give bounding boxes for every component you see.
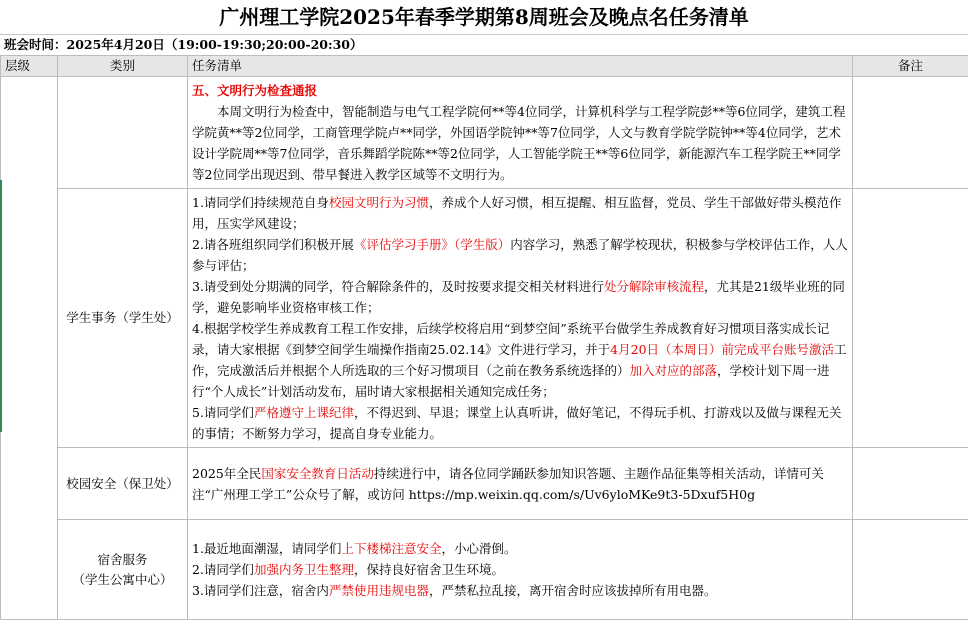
category-civility [58, 77, 188, 189]
header-level: 层级 [1, 56, 58, 77]
row-selection-marker [0, 180, 2, 432]
task-dormitory [188, 520, 853, 620]
student-affairs-item: 3.请受到处分期满的同学，符合解除条件的，及时按要求提交相关材料进行处分解除审核流程，尤其是21级毕业班的同学，避免影响毕业资格审核工作； [192, 276, 848, 318]
header-task: 任务清单 [188, 56, 853, 77]
student-affairs-item: 2.请各班组织同学们积极开展《评估学习手册》（学生版）内容学习，熟悉了解学校现状，积极参与学校评估工作，人人参与评估； [192, 234, 848, 276]
task-table [0, 55, 968, 620]
task-student-affairs [188, 189, 853, 448]
student-affairs-item: 4.根据学校学生养成教育工程工作安排，后续学校将启用“到梦空间”系统平台做学生养成教育好习惯项目落实成长记录，请大家根据《到梦空间学生端操作指南25.02.14》文件进行学习，并于4月20日（本周日）前完成平台账号激活工作，完成激活后并根据个人所选取的三个好习惯项目（之前在教务系统选择的）加入对应的部落，学校计划下周一进行“个人成长”计划活动发布，届时请大家根据相关通知完成任务； [192, 318, 848, 402]
student-affairs-item: 1.请同学们持续规范自身校园文明行为习惯，养成个人好习惯，相互提醒、相互监督，党员、学生干部做好带头模范作用，压实学风建设； [192, 192, 848, 234]
student-affairs-item: 5.请同学们严格遵守上课纪律，不得迟到、早退；课堂上认真听讲，做好笔记，不得玩手机、打游戏以及做与课程无关的事情；不断努力学习，提高自身专业能力。 [192, 402, 848, 444]
note-civility [853, 77, 968, 189]
header-note: 备注 [853, 56, 968, 77]
header-category: 类别 [58, 56, 188, 77]
row-campus-security [1, 448, 968, 520]
meeting-time: 班会时间：2025年4月20日（19:00-19:30;20:00-20:30） [0, 35, 968, 55]
civility-heading: 五、文明行为检查通报 [192, 80, 848, 101]
dormitory-item: 1.最近地面潮湿，请同学们上下楼梯注意安全，小心滑倒。 [192, 538, 848, 559]
page-title: 广州理工学院2025年春季学期第8周班会及晚点名任务清单 [0, 0, 968, 35]
note-dormitory [853, 520, 968, 620]
category-campus-security: 校园安全（保卫处） [58, 448, 188, 520]
header-row [1, 56, 968, 77]
row-dormitory [1, 520, 968, 620]
row-student-affairs [1, 189, 968, 448]
dormitory-item: 3.请同学们注意，宿舍内严禁使用违规电器，严禁私拉乱接，离开宿舍时应该拔掉所有用电器。 [192, 580, 848, 601]
note-student-affairs [853, 189, 968, 448]
task-campus-security [188, 448, 853, 520]
row-civility [1, 77, 968, 189]
task-civility [188, 77, 853, 189]
dormitory-category-line1: 宿舍服务 [58, 550, 187, 570]
dormitory-category-line2: （学生公寓中心） [58, 570, 187, 590]
category-student-affairs: 学生事务（学生处） [58, 189, 188, 448]
dormitory-item: 2.请同学们加强内务卫生整理，保持良好宿舍卫生环境。 [192, 559, 848, 580]
note-campus-security [853, 448, 968, 520]
civility-body: 本周文明行为检查中，智能制造与电气工程学院何**等4位同学，计算机科学与工程学院彭**等6位同学，建筑工程学院黄**等2位同学，工商管理学院卢**同学，外国语学院钟**等7位同学，人文与教育学院学院钟**等4位同学，艺术设计学院周**等7位同学，音乐舞蹈学院陈**等2位同学，人工智能学院王**等6位同学，新能源汽车工程学院王**同学等2位同学出现迟到、带早餐进入教学区域等不文明行为。 [192, 101, 848, 185]
campus-security-item: 2025年全民国家安全教育日活动持续进行中，请各位同学踊跃参加知识答题、主题作品征集等相关活动，详情可关注“广州理工学工”公众号了解，或访问 https://mp.weixin.qq.com/s/Uv6yloMKe9t3-5Dxuf5H0g [192, 463, 848, 505]
level-cell [1, 77, 58, 620]
category-dormitory [58, 520, 188, 620]
